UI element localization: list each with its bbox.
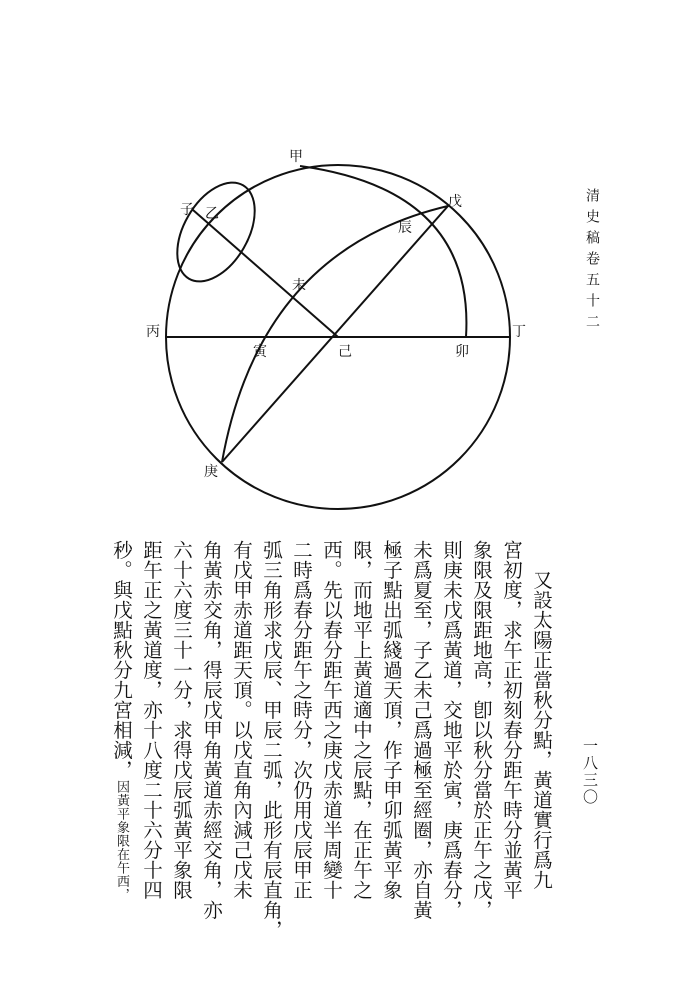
label-wei: 未 — [292, 278, 306, 294]
altitude-arc — [300, 166, 466, 337]
text-line: 距午正之黃道度，亦十八度二十六分十四 — [140, 540, 163, 900]
text-line: 象限及限距地高，卽以秋分當於正午之戊， — [470, 540, 493, 920]
text-line: 未爲夏至，子乙未己爲過極至經圈，亦自黃 — [410, 540, 433, 920]
text-line: 宮初度，求午正初刻春分距午時分並黃平 — [500, 540, 523, 900]
text-line: 六十六度三十一分，求得戊辰弧黃平象限 — [170, 540, 193, 900]
text-line: 西。先以春分距午西之庚戊赤道半周變十 — [320, 540, 343, 900]
text-line: 有戊甲赤道距天頂。以戊直角內減己戊未 — [230, 540, 253, 900]
page-number: 一八三〇 — [581, 738, 599, 806]
label-ji: 己 — [338, 344, 352, 360]
text-line: 秒。與戊點秋分九宮相減，因黃平象限在午西， — [110, 540, 133, 902]
label-jia: 甲 — [289, 149, 303, 165]
label-yin: 寅 — [253, 344, 267, 360]
label-wu: 戊 — [448, 194, 462, 210]
text-line: 二時爲春分距午之時分，次仍用戊辰甲正 — [290, 540, 313, 900]
label-yi: 乙 — [205, 206, 219, 222]
text-line: 則庚未戊爲黃道，交地平於寅，庚爲春分， — [440, 540, 463, 920]
ecliptic-chord — [222, 206, 448, 462]
text-line: 極子點出弧綫過天頂，作子甲卯弧黃平象 — [380, 540, 403, 900]
label-ding: 丁 — [512, 324, 526, 340]
label-bing: 丙 — [146, 324, 160, 340]
label-mao: 卯 — [455, 344, 469, 360]
text-line: 角黃赤交角，得辰戊甲角黃道赤經交角，亦 — [200, 540, 223, 920]
label-zi: 子 — [180, 202, 194, 218]
running-header: 清史稿卷五十二 — [584, 188, 600, 335]
text-line: 又設太陽正當秋分點，黃道實行爲九 — [530, 570, 553, 890]
interlinear-note: 因黃平象限在午西， — [114, 780, 129, 902]
label-geng: 庚 — [204, 464, 218, 480]
text-line: 弧三角形求戊辰、甲辰二弧，此形有辰直角， — [260, 540, 283, 940]
text-line: 限，而地平上黃道適中之辰點，在正午之 — [350, 540, 373, 900]
label-chen: 辰 — [398, 220, 412, 236]
